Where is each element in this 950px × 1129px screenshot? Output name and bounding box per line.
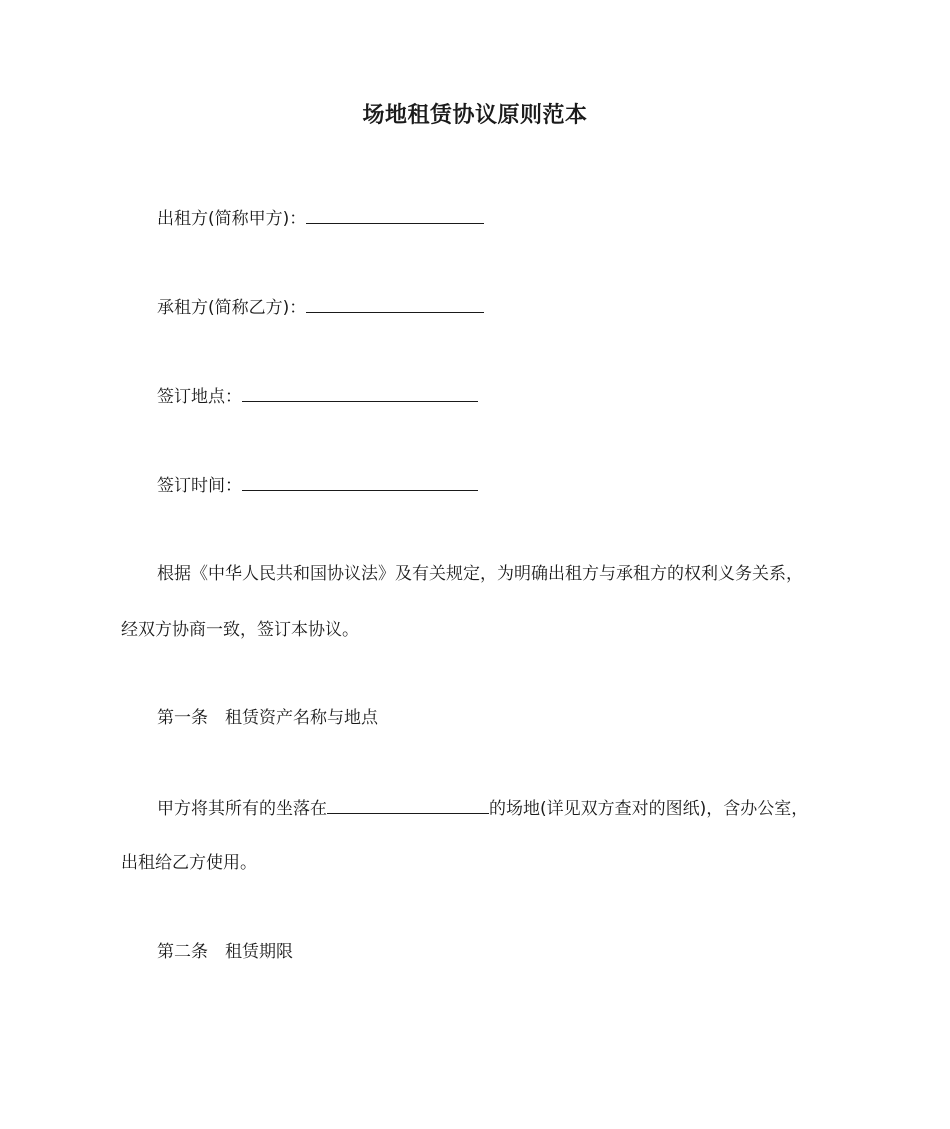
document-title: 场地租赁协议原则范本 [362, 103, 588, 128]
location-blank [327, 795, 489, 814]
article1-text-line-1 [157, 795, 808, 821]
article2-heading-line [157, 940, 293, 964]
lessee-label: 承租方(简称乙方)： [157, 298, 307, 318]
article1-number: 第一条 [157, 708, 208, 728]
sign-place-label: 签订地点： [157, 387, 242, 407]
sign-time-label: 签订时间： [157, 476, 242, 496]
lessor-label: 出租方(简称甲方)： [157, 209, 307, 229]
lessee-blank [306, 294, 484, 313]
article1-heading-line [157, 706, 378, 730]
sign-place-line [157, 383, 478, 409]
sign-time-line [157, 472, 478, 498]
lessee-line [157, 294, 484, 320]
article1-text-before: 甲方将其所有的坐落在 [157, 799, 327, 819]
article1-heading: 租赁资产名称与地点 [225, 708, 378, 728]
lessor-line [157, 205, 484, 231]
sign-place-blank [242, 383, 478, 402]
article1-text-line-2: 出租给乙方使用。 [121, 853, 257, 873]
preamble-line-1: 根据《中华人民共和国协议法》及有关规定，为明确出租方与承租方的权利义务关系， [157, 564, 803, 584]
sign-time-blank [242, 472, 478, 491]
lessor-blank [306, 205, 484, 224]
article2-number: 第二条 [157, 942, 208, 962]
preamble-line-2: 经双方协商一致，签订本协议。 [121, 620, 359, 640]
article2-heading: 租赁期限 [225, 942, 293, 962]
article1-text-after: 的场地(详见双方查对的图纸)，含办公室， [489, 799, 809, 819]
